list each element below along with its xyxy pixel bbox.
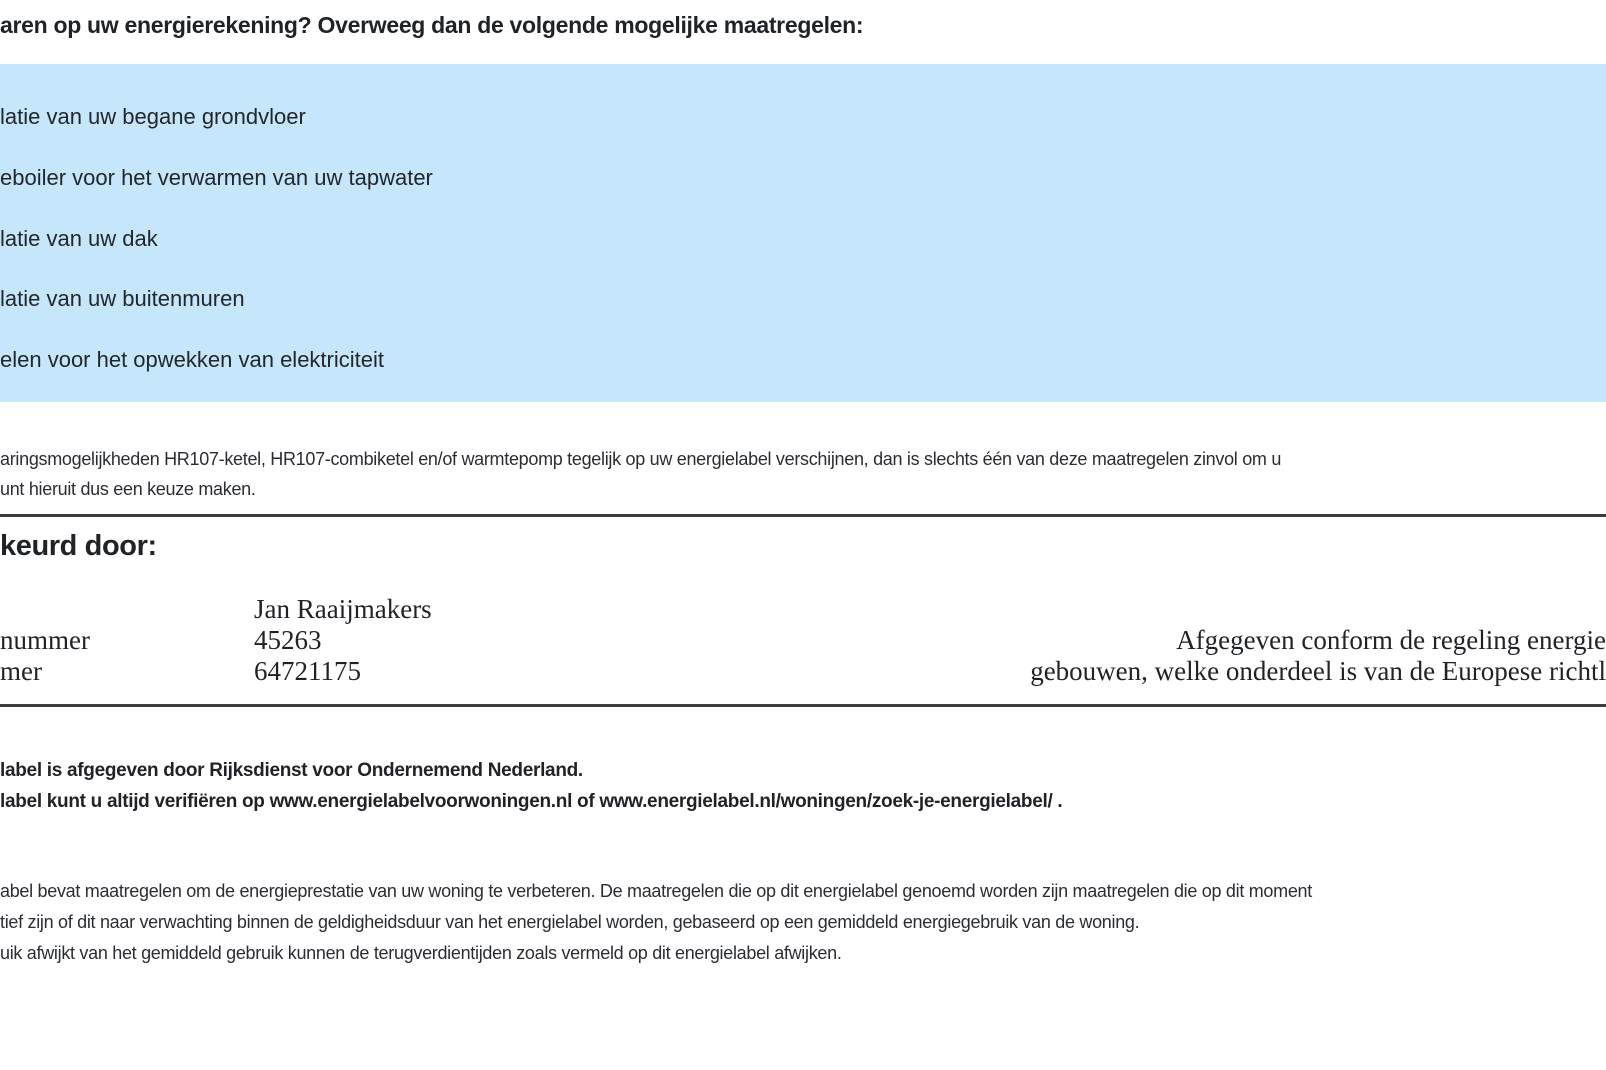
measure-item: eboiler voor het verwarmen van uw tapwater <box>0 165 433 190</box>
note-line: unt hieruit dus een keuze maken. <box>0 479 256 499</box>
measures-note <box>0 444 1281 504</box>
measure-item: latie van uw begane grondvloer <box>0 104 306 129</box>
certificate-number-value: 64721175 <box>254 656 361 686</box>
measures-panel <box>0 64 1606 402</box>
measure-item: latie van uw dak <box>0 226 158 251</box>
conform-statement-line-2: gebouwen, welke onderdeel is van de Europese richtl <box>1030 656 1606 686</box>
disclaimer <box>0 876 1312 969</box>
registration-number-value: 45263 <box>254 625 322 655</box>
disclaimer-line: abel bevat maatregelen om de energieprestatie van uw woning te verbeteren. De maatregelen die op dit energielabel genoemd worden zijn maatregelen die op dit moment <box>0 881 1312 901</box>
issued-info-line: label is afgegeven door Rijksdienst voor Ondernemend Nederland. <box>0 760 583 781</box>
issued-info <box>0 755 1062 817</box>
certificate-number-label: mer <box>0 656 42 686</box>
section-divider-top <box>0 514 1606 517</box>
measure-item: latie van uw buitenmuren <box>0 286 245 311</box>
registration-number-label: nummer <box>0 625 90 655</box>
disclaimer-line: uik afwijkt van het gemiddeld gebruik kunnen de terugverdientijden zoals vermeld op dit energielabel afwijken. <box>0 943 842 963</box>
disclaimer-line: tief zijn of dit naar verwachting binnen de geldigheidsduur van het energielabel worden, gebaseerd op een gemiddeld energiegebruik van de woning. <box>0 912 1140 932</box>
conform-statement-line-1: Afgegeven conform de regeling energie <box>1176 625 1606 655</box>
note-line: aringsmogelijkheden HR107-ketel, HR107-combiketel en/of warmtepomp tegelijk op uw energielabel verschijnen, dan is slechts één van deze maatregelen zinvol om u <box>0 449 1282 469</box>
approved-heading: keurd door: <box>0 530 157 562</box>
measures-question: aren op uw energierekening? Overweeg dan de volgende mogelijke maatregelen: <box>0 12 864 38</box>
measure-item: elen voor het opwekken van elektriciteit <box>0 347 384 372</box>
issued-info-line: label kunt u altijd verifiëren op www.energielabelvoorwoningen.nl of www.energielabel.nl/woningen/zoek-je-energielabel/ . <box>0 791 1063 812</box>
advisor-name: Jan Raaijmakers <box>254 594 432 624</box>
section-divider-bottom <box>0 704 1606 707</box>
